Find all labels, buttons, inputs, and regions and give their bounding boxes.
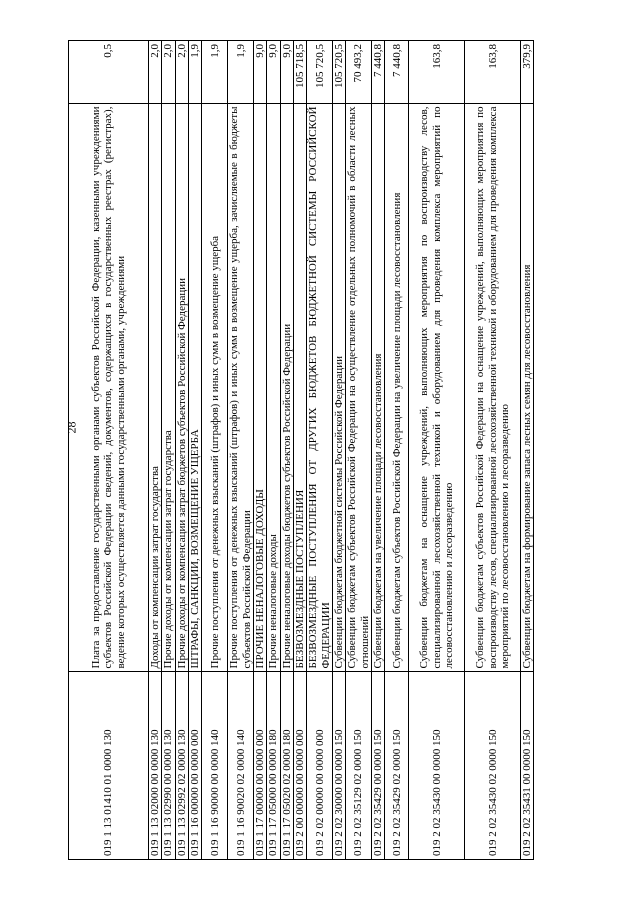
amount-cell: 2,0 — [162, 41, 175, 104]
table-row — [267, 41, 280, 860]
revenue-name-cell: БЕЗВОЗМЕЗДНЫЕ ПОСТУПЛЕНИЯ ОТ ДРУГИХ БЮДЖЕТОВ БЮДЖЕТНОЙ СИСТЕМЫ РОССИЙСКОЙ ФЕДЕРАЦИИ — [307, 103, 333, 672]
amount-cell: 70 493,2 — [346, 41, 372, 104]
table-row — [385, 41, 409, 860]
amount-cell: 379,9 — [521, 41, 534, 104]
amount-cell: 7 440,8 — [385, 41, 409, 104]
table-row — [294, 41, 307, 860]
amount-cell: 163,8 — [465, 41, 521, 104]
table-row — [465, 41, 521, 860]
amount-cell: 1,9 — [228, 41, 254, 104]
budget-code-cell: 019 2 02 35431 00 0000 150 — [521, 672, 534, 860]
revenue-name-cell: Субвенции бюджетам на оснащение учреждений, выполняющих мероприятия по воспроизводству лесов, специализированной лесохозяйственной техникой и оборудованием для проведения комплекса мероприятий по лесовосстановлению и лесоразведению — [409, 103, 465, 672]
table-row — [69, 41, 149, 860]
revenue-name-cell: ШТРАФЫ, САНКЦИИ, ВОЗМЕЩЕНИЕ УЩЕРБА — [188, 103, 201, 672]
budget-code-cell: 019 1 16 90020 02 0000 140 — [228, 672, 254, 860]
table-row — [188, 41, 201, 860]
budget-code-cell: 019 2 02 35429 00 0000 150 — [371, 672, 384, 860]
table-row — [332, 41, 345, 860]
table-row — [521, 41, 534, 860]
amount-cell: 1,9 — [188, 41, 201, 104]
table-row — [175, 41, 188, 860]
amount-cell: 7 440,8 — [371, 41, 384, 104]
amount-cell: 1,9 — [202, 41, 228, 104]
revenue-name-cell: Прочие неналоговые доходы — [267, 103, 280, 672]
revenue-name-cell: Прочие доходы от компенсации затрат бюджетов субъектов Российской Федерации — [175, 103, 188, 672]
amount-cell: 105 720,5 — [332, 41, 345, 104]
budget-code-cell: 019 1 17 00000 00 0000 000 — [254, 672, 267, 860]
budget-code-cell: 019 2 02 35430 02 0000 150 — [465, 672, 521, 860]
table-row — [162, 41, 175, 860]
table-row — [228, 41, 254, 860]
revenue-name-cell: Субвенции бюджетам на формирование запаса лесных семян для лесовосстановления — [521, 103, 534, 672]
revenue-name-cell: Субвенции бюджетам субъектов Российской Федерации на оснащение учреждений, выполняющих мероприятия по воспроизводству лесов, специализированной лесохозяйственной техникой и оборудованием для проведения комплекса мероприятий по лесовосстановлению и лесоразведению — [465, 103, 521, 672]
budget-code-cell: 019 1 16 90000 00 0000 140 — [202, 672, 228, 860]
amount-cell: 9,0 — [280, 41, 293, 104]
budget-table — [68, 40, 534, 860]
budget-code-cell: 019 1 17 05000 00 0000 180 — [267, 672, 280, 860]
budget-code-cell: 019 2 02 35129 02 0000 150 — [346, 672, 372, 860]
revenue-name-cell: Субвенции бюджетам на увеличение площади лесовосстановления — [371, 103, 384, 672]
budget-code-cell: 019 2 00 00000 00 0000 000 — [294, 672, 307, 860]
amount-cell: 0,5 — [69, 41, 149, 104]
amount-cell: 9,0 — [267, 41, 280, 104]
amount-cell: 2,0 — [175, 41, 188, 104]
revenue-name-cell: Субвенции бюджетам субъектов Российской Федерации на увеличение площади лесовосстановления — [385, 103, 409, 672]
budget-code-cell: 019 2 02 35429 02 0000 150 — [385, 672, 409, 860]
revenue-name-cell: ПРОЧИЕ НЕНАЛОГОВЫЕ ДОХОДЫ — [254, 103, 267, 672]
budget-code-cell: 019 1 13 02990 00 0000 130 — [162, 672, 175, 860]
budget-code-cell: 019 1 17 05020 02 0000 180 — [280, 672, 293, 860]
amount-cell: 105 720,5 — [307, 41, 333, 104]
budget-code-cell: 019 1 13 01410 01 0000 130 — [69, 672, 149, 860]
table-row — [280, 41, 293, 860]
revenue-name-cell: Прочие поступления от денежных взысканий (штрафов) и иных сумм в возмещение ущерба — [202, 103, 228, 672]
table-row — [307, 41, 333, 860]
budget-code-cell: 019 1 13 02992 02 0000 130 — [175, 672, 188, 860]
amount-cell: 2,0 — [149, 41, 162, 104]
budget-code-cell: 019 2 02 00000 00 0000 000 — [307, 672, 333, 860]
revenue-name-cell: БЕЗВОЗМЕЗДНЫЕ ПОСТУПЛЕНИЯ — [294, 103, 307, 672]
budget-code-cell: 019 1 13 02000 00 0000 130 — [149, 672, 162, 860]
budget-code-cell: 019 2 02 30000 00 0000 150 — [332, 672, 345, 860]
revenue-name-cell: Прочие доходы от компенсации затрат государства — [162, 103, 175, 672]
table-row — [254, 41, 267, 860]
amount-cell: 105 718,5 — [294, 41, 307, 104]
revenue-name-cell: Прочие поступления от денежных взысканий (штрафов) и иных сумм в возмещение ущерба, зачисляемые в бюджеты субъектов Российской Федерации — [228, 103, 254, 672]
table-row — [202, 41, 228, 860]
page-number: 28 — [64, 421, 79, 434]
amount-cell: 163,8 — [409, 41, 465, 104]
revenue-name-cell: Субвенции бюджетам субъектов Российской Федерации на осуществление отдельных полномочий в области лесных отношений — [346, 103, 372, 672]
revenue-name-cell: Прочие неналоговые доходы бюджетов субъектов Российской Федерации — [280, 103, 293, 672]
revenue-name-cell: Плата за предоставление государственными органами субъектов Российской Федерации, казенными учреждениями субъектов Российской Федерации сведений, документов, содержащихся в государственных реестрах (регистрах), ведение которых осуществляется данными государственными органами, учреждениями — [69, 103, 149, 672]
table-row — [409, 41, 465, 860]
table-row — [371, 41, 384, 860]
table-row — [346, 41, 372, 860]
rotated-page — [68, 40, 534, 860]
revenue-name-cell: Доходы от компенсации затрат государства — [149, 103, 162, 672]
table-body — [69, 41, 534, 860]
table-row — [149, 41, 162, 860]
amount-cell: 9,0 — [254, 41, 267, 104]
budget-code-cell: 019 2 02 35430 00 0000 150 — [409, 672, 465, 860]
budget-code-cell: 019 1 16 00000 00 0000 000 — [188, 672, 201, 860]
revenue-name-cell: Субвенции бюджетам бюджетной системы Российской Федерации — [332, 103, 345, 672]
